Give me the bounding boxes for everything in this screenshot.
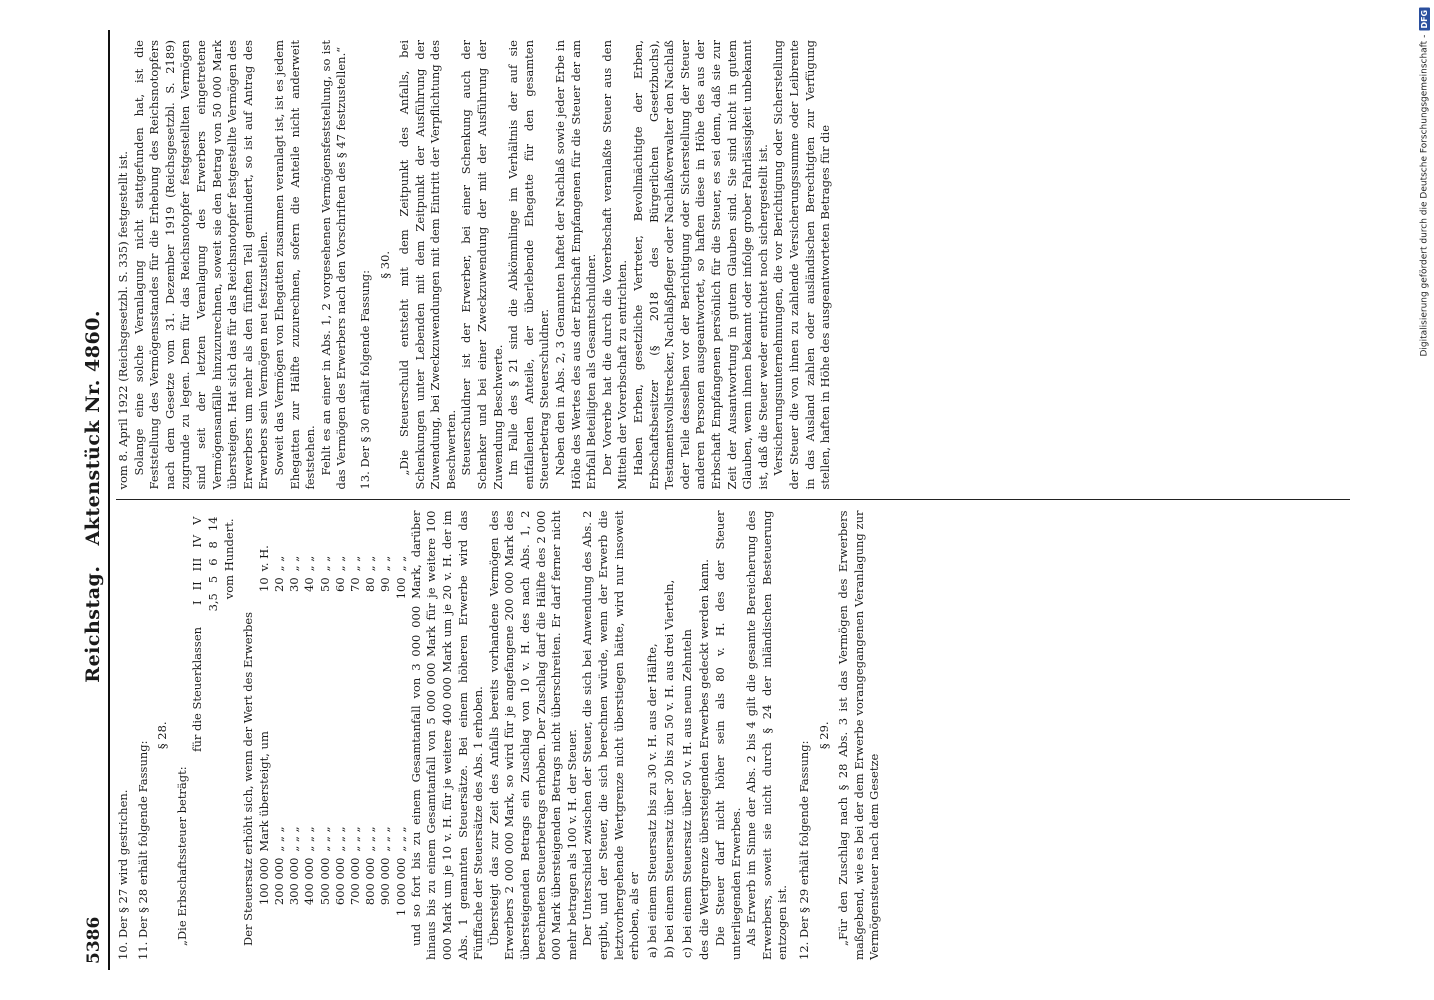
rate-amount: 800 000 — [363, 857, 378, 906]
paragraph: Neben den in Abs. 2, 3 Genannten haftet der Nachlaß sowie jeder Erbe in Höhe des Wertes des aus der Erbschaft Empfangenen für die Steuer der am Erbfall Beteiligten als Gesamtschuldner. — [553, 40, 599, 490]
paragraph: vom 8. April 1922 (Reichsgesetzbl. S. 335) festgestellt ist. — [116, 151, 130, 490]
rate-amount: 700 000 — [347, 857, 362, 906]
rate-amount: 600 000 — [332, 857, 347, 906]
rate-percent: 70 — [347, 577, 362, 592]
rate-vh: „ „ — [378, 555, 393, 572]
rate-unit: „ „ „ — [332, 826, 347, 852]
rate-percent: 50 — [317, 577, 332, 592]
rate-amount: 1 000 000 — [393, 857, 408, 917]
vom-hundert: vom Hundert. — [221, 518, 236, 600]
paragraph: Fehlt es an einer in Abs. 1, 2 vorgesehenen Vermögensfeststellung, so ist das Vermögen des Erwerbers nach den Vorschriften des § 47 festzustellen.“ — [318, 40, 349, 490]
rate-unit: „ „ „ — [363, 826, 378, 852]
rate-percent: 10 — [256, 577, 271, 592]
caption-text: Digitalisierung gefördert durch die Deutsche Forschungsgemeinschaft - — [1419, 34, 1430, 357]
text-columns — [116, 30, 1350, 970]
rate-percent: 60 — [332, 577, 347, 592]
rate-amount: 400 000 — [302, 857, 317, 906]
rate-amount: 200 000 — [271, 857, 286, 906]
rate-row — [363, 511, 378, 961]
rate-row — [378, 511, 393, 961]
rate-increase-intro: Der Steuersatz erhöht sich, wenn der Wert des Erwerbes — [241, 611, 256, 946]
tax-rate-intro: „Die Erbschaftssteuer beträgt: — [174, 766, 189, 946]
rate-row — [348, 511, 363, 961]
page-header — [60, 30, 110, 970]
tax-class: III — [190, 557, 205, 572]
section-29-heading: § 29. — [816, 721, 831, 750]
document-number: Aktenstück Nr. 4860. — [82, 309, 104, 546]
rate-unit: „ „ „ — [347, 826, 362, 852]
section-28-heading: § 28. — [155, 721, 170, 750]
rate-row — [318, 511, 333, 961]
tax-class-value: 8 — [205, 541, 220, 549]
item-12: 12. Der § 29 erhält folgende Fassung: — [797, 740, 812, 960]
rate-unit: „ „ „ — [317, 826, 332, 852]
rate-percent: 30 — [287, 577, 302, 592]
item-10: 10. Der § 27 wird gestrichen. — [116, 789, 130, 960]
rate-row — [394, 511, 409, 961]
rate-percent: 20 — [271, 577, 286, 592]
rate-unit: Mark übersteigt, um — [256, 731, 271, 852]
publication-name: Reichstag. — [82, 565, 104, 683]
left-column — [116, 500, 1350, 971]
rate-row — [302, 511, 317, 961]
list-item: b) bei einem Steuersatz über 30 bis zu 50 v. H. aus drei Vierteln, — [662, 579, 677, 958]
tax-class: IV — [190, 534, 205, 548]
tax-class-value: 5 — [205, 575, 220, 584]
paragraph: Die Steuer darf nicht höher sein als 80 v. H. des der Steuer unterliegenden Erwerbes. — [713, 510, 743, 960]
tax-class: I — [190, 600, 205, 605]
paragraph: Als Erwerb im Sinne der Abs. 2 bis 4 gilt die gesamte Bereicherung des Erwerbers, soweit sie nicht durch § 24 der inländischen Besteuerung entzogen ist. — [744, 510, 790, 960]
paragraph: Haben Erben, gesetzliche Vertreter, Bevollmächtigte der Erben, Erbschaftsbesitzer (§ 2018 des Bürgerlichen Gesetzbuchs), Testamentsvollstrecker, Nachlaßpfleger oder Nachlaßverwalter den Nachlaß oder Teile desselben vor der Berichtigung oder Sicherstellung der Steuer anderen Personen ausgeantwortet, so haften diese in Höhe des aus der Erbschaft Empfangenen persönlich für die Steuer, es sei denn, daß sie zur Zeit der Ausantwortung in gutem Glauben sind. Sie sind nicht in gutem Glauben, wenn ihnen bekannt oder infolge grober Fahrlässigkeit unbekannt ist, daß die Steuer weder entrichtet noch sichergestellt ist. — [631, 40, 770, 490]
right-column — [116, 30, 1350, 500]
rate-row — [257, 511, 272, 961]
rate-unit: „ „ „ — [302, 826, 317, 852]
rate-unit: „ „ „ — [393, 826, 408, 852]
rate-percent: 90 — [378, 577, 393, 592]
paragraph: Übersteigt das zur Zeit des Anfalls bereits vorhandene Vermögen des Erwerbers 2 000 000 Mark, so wird für je angefangene 200 000 Mark des übersteigenden Betrags ein Zuschlag von 10 v. H. des nach Abs. 1, 2 berechneten Steuerbetrags erhoben. Der Zuschlag darf die Hälfte des 2 000 000 Mark übersteigenden Betrags nicht überschreiten. Er darf ferner nicht mehr betragen als 100 v. H. der Steuer. — [486, 510, 579, 960]
rate-amount: 900 000 — [378, 857, 393, 906]
rate-percent: 40 — [302, 577, 317, 592]
item-13: 13. Der § 30 erhält folgende Fassung: — [357, 270, 372, 490]
rate-vh: v. H. — [256, 545, 271, 572]
digitization-caption — [1419, 8, 1430, 357]
tax-class-value: 14 — [205, 516, 220, 532]
running-title — [82, 310, 104, 683]
tax-class: V — [190, 516, 205, 525]
tax-class: II — [190, 581, 205, 591]
rate-vh: „ „ — [393, 555, 408, 572]
paragraph: „Die Steuerschuld entsteht mit dem Zeitpunkt des Anfalls, bei Schenkungen unter Lebenden mit dem Zeitpunkt der Ausführung der Zuwendung, bei Zweckzuwendungen mit dem Eintritt der Verpflichtung des Beschwerten. — [397, 40, 458, 490]
page-number: 5386 — [84, 916, 104, 964]
paragraph: Soweit das Vermögen von Ehegatten zusammen veranlagt ist, ist es jedem Ehegatten zur Hälfte zuzurechnen, sofern die Anteile nicht anderweit feststehen. — [271, 40, 318, 490]
rate-vh: „ „ — [363, 555, 378, 572]
list-item: a) bei einem Steuersatz bis zu 30 v. H. aus der Hälfte, — [644, 643, 659, 958]
rate-unit: „ „ „ — [271, 826, 286, 852]
list-item: c) bei einem Steuersatz über 50 v. H. aus neun Zehnteln — [679, 629, 694, 958]
rate-percent: 100 — [393, 577, 408, 600]
paragraph: Im Falle des § 21 sind die Abkömmlinge im Verhältnis der auf sie entfallenden Anteile, der überlebende Ehegatte für den gesamten Steuerbetrag Steuerschuldner. — [506, 40, 552, 490]
tax-class-values-row — [206, 511, 222, 961]
rate-table — [257, 511, 409, 961]
paragraph: Steuerschuldner ist der Erwerber, bei einer Schenkung auch der Schenker und bei einer Zweckzuwendung der mit der Ausführung der Zuwendung Beschwerte. — [459, 40, 505, 490]
rate-vh: „ „ — [302, 555, 317, 572]
rate-vh: „ „ — [347, 555, 362, 572]
item-11: 11. Der § 28 erhält folgende Fassung: — [135, 740, 150, 960]
tax-classes-row — [190, 511, 206, 961]
rate-percent: 80 — [363, 577, 378, 592]
paragraph: und so fort bis zu einem Gesamtanfall von 3 000 000 Mark, darüber hinaus bis zu einem Gesamtanfall von 5 000 000 Mark für je weitere 100 000 Mark um je 10 v. H. für je weitere 400 000 Mark um je 20 v. H. der im Abs. 1 genannten Steuersätze. Bei einem höheren Erwerbe wird das Fünffache der Steuersätze des Abs. 1 erhoben. — [408, 510, 486, 960]
rate-unit: „ „ „ — [287, 826, 302, 852]
rate-row — [333, 511, 348, 961]
paragraph: Solange eine solche Veranlagung nicht stattgefunden hat, ist die Feststellung des Vermögensstandes für die Erhebung des Reichsnotopfers nach dem Gesetze vom 31. Dezember 1919 (Reichsgesetzbl. S. 2189) zugrunde zu legen. Dem für das Reichsnotopfer festgestellten Vermögen sind seit der letzten Veranlagung des Erwerbers eingetretene Vermögensanfälle hinzuzurechnen, soweit sie den Betrag von 50 000 Mark übersteigen. Hat sich das für das Reichsnotopfer festgestellte Vermögen des Erwerbers um mehr als den fünften Teil gemindert, so ist auf Antrag des Erwerbers sein Vermögen neu festzustellen. — [131, 40, 271, 490]
rate-vh: „ „ — [287, 555, 302, 572]
paragraph: „Für den Zuschlag nach § 28 Abs. 3 ist das Vermögen des Erwerbers maßgebend, wie es bei der dem Erwerbe vorangegangenen Veranlagung zur Vermögensteuer nach dem Gesetze — [836, 510, 882, 960]
rate-vh: „ „ — [317, 555, 332, 572]
tax-class-value: 3,5 — [205, 593, 220, 612]
rate-row — [272, 511, 287, 961]
section-30-heading: § 30. — [377, 250, 392, 279]
tax-class-value: 6 — [205, 558, 220, 566]
rate-amount: 500 000 — [317, 857, 332, 906]
paragraph: Der Vorerbe hat die durch die Vorerbschaft veranlaßte Steuer aus den Mitteln der Vorerbschaft zu entrichten. — [599, 40, 630, 490]
rate-amount: 100 000 — [256, 857, 271, 906]
paragraph: des die Wertgrenze übersteigenden Erwerbes gedeckt werden kann. — [697, 559, 712, 960]
paragraph: Der Unterschied zwischen der Steuer, die sich bei Anwendung des Abs. 2 ergibt, und der Steuer, die sich berechnen würde, wenn der Erwerb die letztvorhergehende Wertgrenze nicht überstiegen hätte, wird nur insoweit erhoben, als er — [580, 510, 642, 960]
paragraph: Versicherungsunternehmungen, die vor Berichtigung oder Sicherstellung der Steuer die von ihnen zu zahlende Versicherungssumme oder Leibrente in das Ausland zahlen oder ausländischen Berechtigten zur Verfügung stellen, haften in Höhe des ausgeantworteten Betrages für die — [771, 40, 833, 490]
rate-vh: „ „ — [332, 555, 347, 572]
document-page — [60, 30, 1350, 970]
dfg-logo-icon: DFG — [1420, 10, 1429, 29]
tax-classes-label: für die Steuerklassen — [190, 626, 205, 752]
rate-unit: „ „ „ — [378, 826, 393, 852]
rate-amount: 300 000 — [287, 857, 302, 906]
rate-row — [287, 511, 302, 961]
rate-vh: „ „ — [271, 555, 286, 572]
